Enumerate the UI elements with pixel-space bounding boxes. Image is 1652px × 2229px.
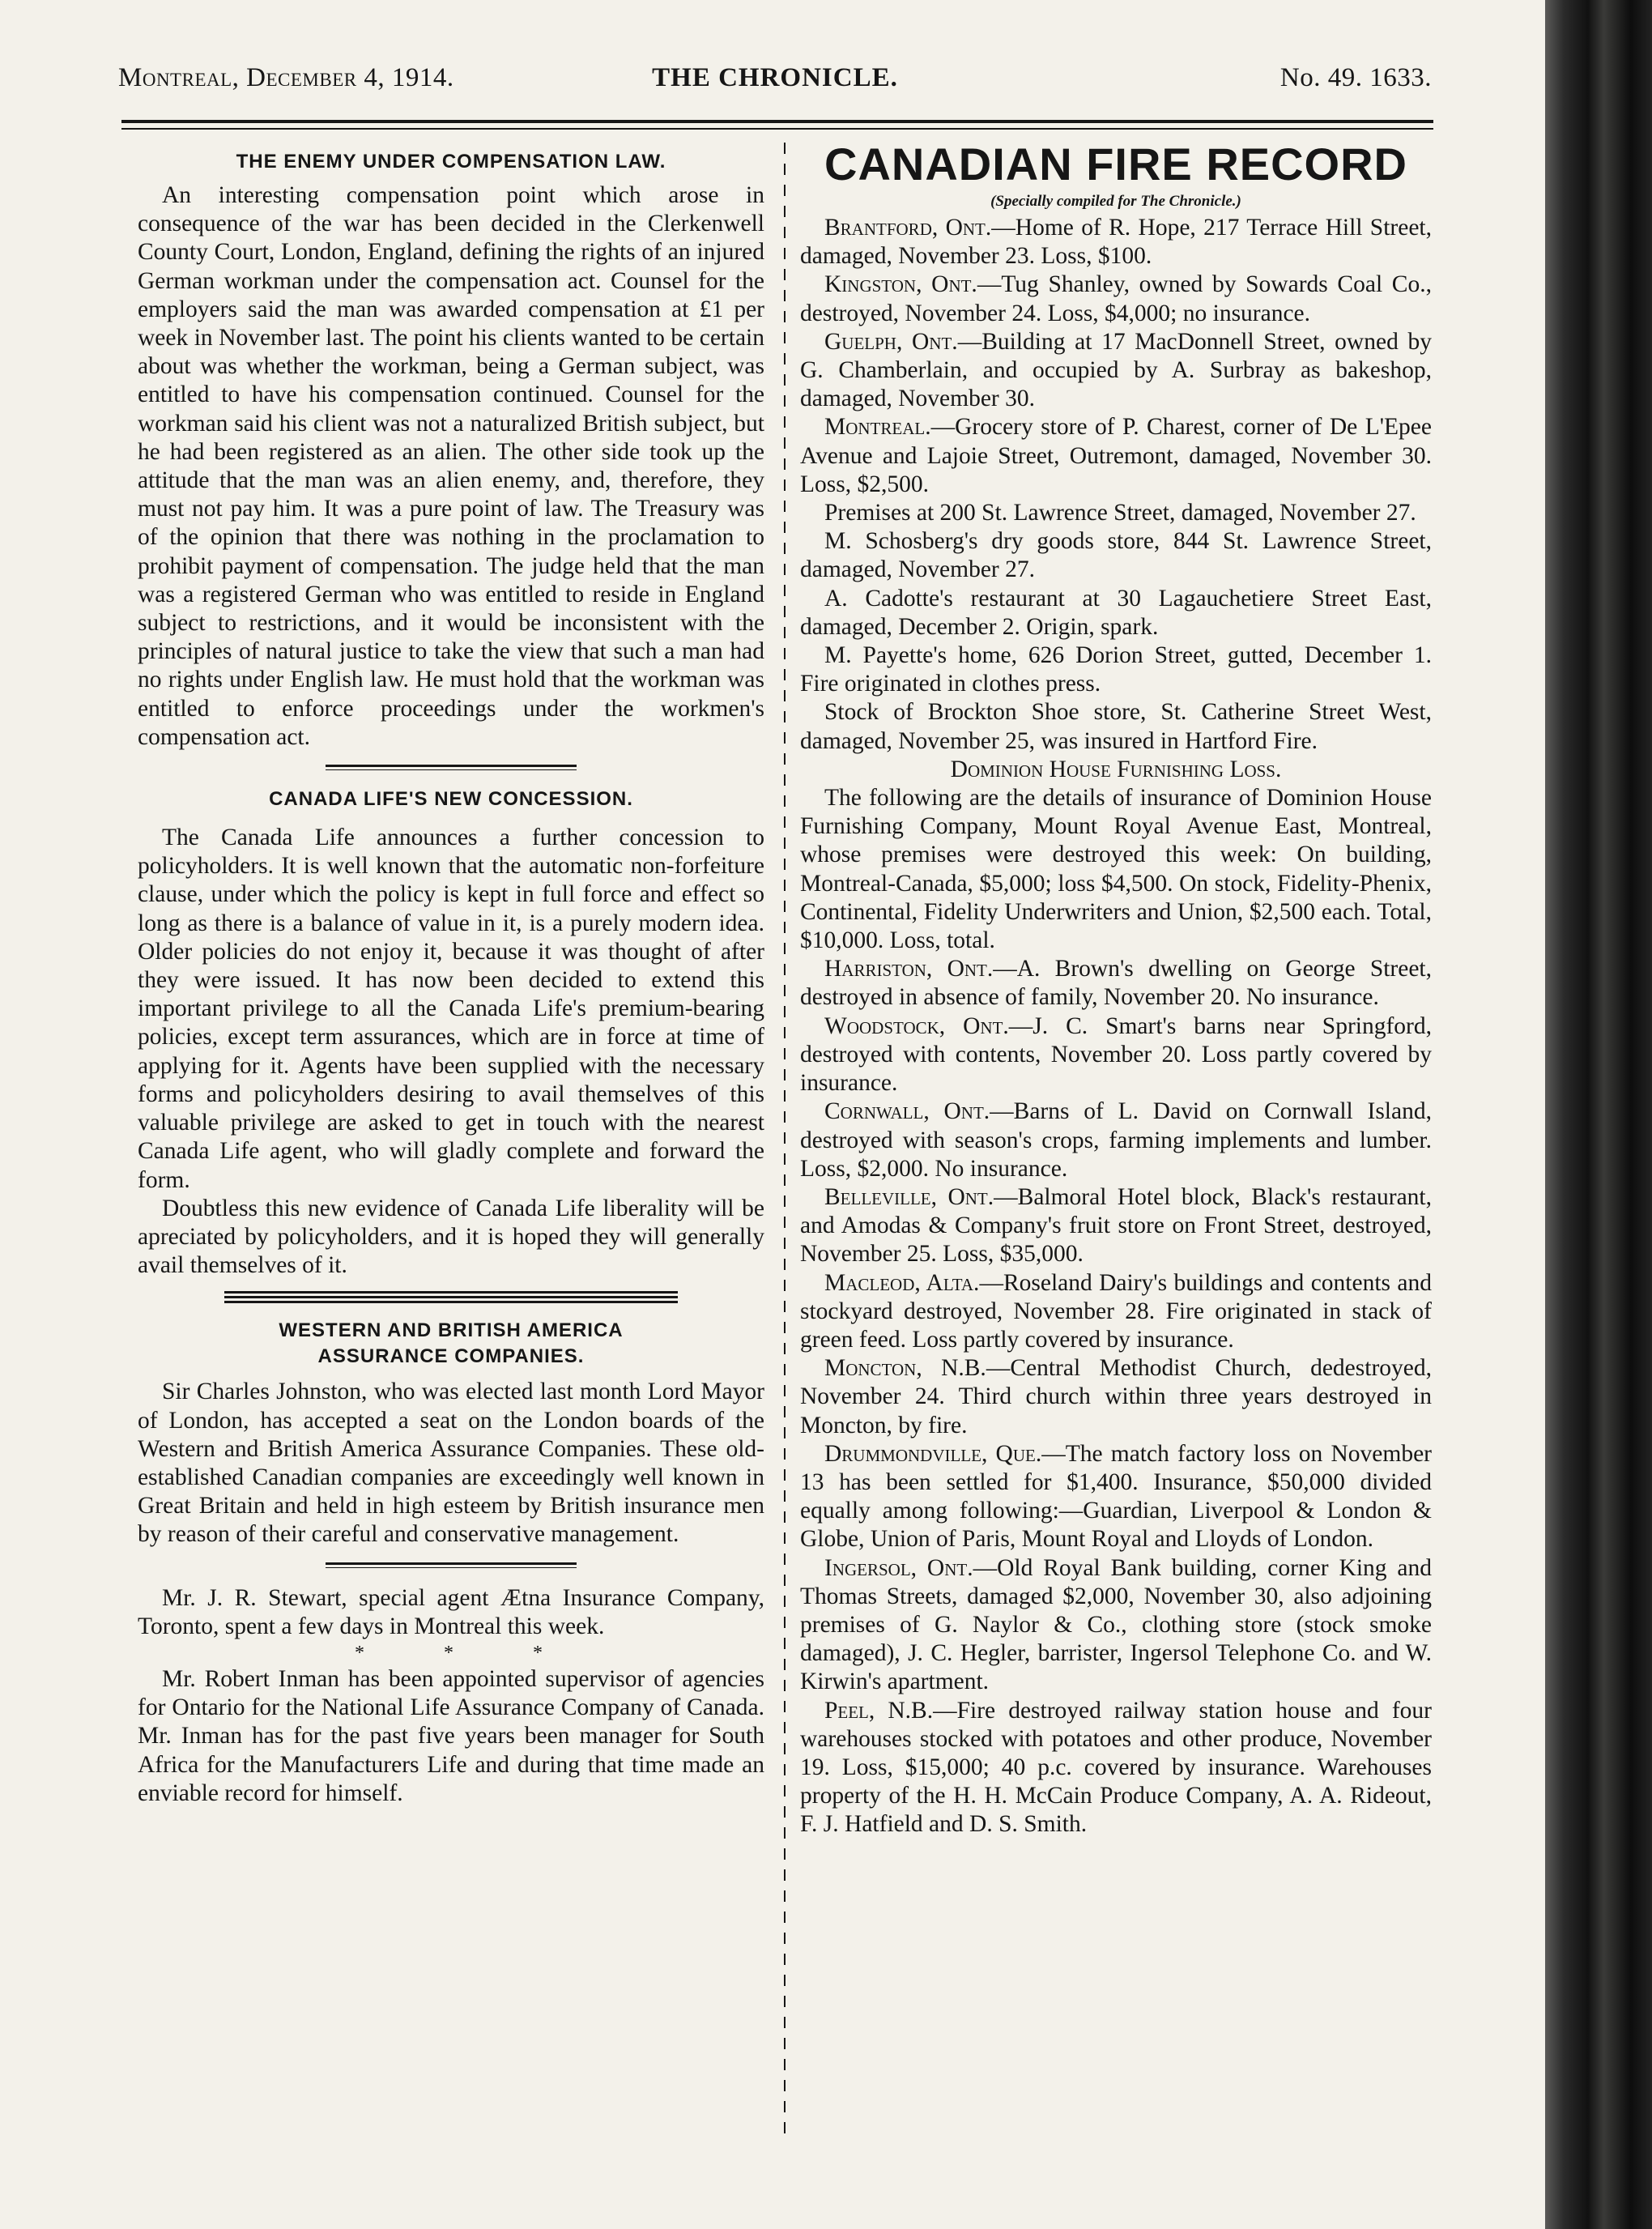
- book-spine: [1545, 0, 1652, 2229]
- fire-entry: Peel, N.B.—Fire destroyed railway station house and four warehouses stocked with potatoes and other produce, November 19. Loss, $15,000; 40 p.c. covered by insurance. Warehouses property of the H. H. McCain Produce Company, A. A. Rideout, F. J. Hatfield and D. S. Smith.: [800, 1697, 1433, 1838]
- fire-entry: Ingersol, Ont.—Old Royal Bank building, corner King and Thomas Streets, damaged $2,000, November 30, also adjoining premises of G. Naylor & Co., clothing store (stock smoke damaged), J. C. Hegler, barrister, Ingersol Telephone Co. and W. Kirwin's apartment.: [800, 1554, 1432, 1695]
- fire-entry: Harriston, Ont.—A. Brown's dwelling on George Street, destroyed in absence of family, November 20. No insurance.: [800, 956, 1433, 1011]
- header-rule-thin: [121, 128, 1433, 130]
- note-inman: Mr. Robert Inman has been appointed supervisor of agencies for Ontario for the National Life Assurance Company of Canada. Mr. Inman has for the past five years been manager for South Africa for the Manufacturers Life and during that time made an enviable record for himself.: [138, 1665, 764, 1806]
- note-stewart: Mr. J. R. Stewart, special agent Ætna Insurance Company, Toronto, spent a few days in Montreal this week.: [138, 1584, 764, 1639]
- fire-entry: Premises at 200 St. Lawrence Street, damaged, November 27.: [824, 500, 1416, 526]
- article-body-canada-life-p1: The Canada Life announces a further concession to policyholders. It is well known that the automatic non-forfeiture clause, under which the policy is kept in full force and effect so long as there is a balance of value in it, is a purely modern idea. Older policies do not enjoy it, because it was thought of after they were issued. It has now been decided to extend this important privilege to all the Canada Life's premium-bearing policies, except term assurances, which are in force at time of applying for it. Agents have been supplied with the necessary forms and policyholders desiring to avail themselves of this valuable privilege are asked to get in touch with the nearest Canada Life agent, who will gladly complete and forward the form.: [138, 825, 764, 1193]
- header-publication-title: THE CHRONICLE.: [652, 63, 898, 92]
- article-heading-western-british-line2: ASSURANCE COMPANIES.: [317, 1345, 585, 1368]
- dominion-loss-details: The following are the details of insurance of Dominion House Furnishing Company, Mount Royal Avenue East, Montreal, whose premises were destroyed this week: On building, Montreal-Canada, $5,000; loss $4,500. On stock, Fidelity-Phenix, Continental, Fidelity Underwriters and Union, $2,500 each. Total, $10,000. Loss, total.: [800, 785, 1432, 954]
- fire-entry: M. Schosberg's dry goods store, 844 St. Lawrence Street, damaged, November 27.: [800, 528, 1432, 583]
- column-divider: [784, 143, 786, 2143]
- fire-entry: Guelph, Ont.—Building at 17 MacDonnell Street, owned by G. Chamberlain, and occupied by A. Surbray as bakeshop, damaged, November 30.: [800, 328, 1432, 412]
- dominion-loss-heading: Dominion House Furnishing Loss.: [950, 756, 1282, 782]
- fire-entries-list-continued: [800, 955, 1432, 1839]
- article-body-enemy-compensation: An interesting compensation point which arose in consequence of the war has been decided in the Clerkenwell County Court, London, England, defining the rights of an injured German workman under the compensation act. Counsel for the employers said the man was awarded compensation at £1 per week in November last. The point his clients wanted to be certain about was whether the workman, being a German subject, was entitled to have his compensation continued. Counsel for the workman said his client was not a naturalized British subject, but he had been registered as an alien. The other side took up the attitude that the man was an alien enemy, and, therefore, they must not pay him. It was a pure point of law. The Treasury was of the opinion that there was nothing in the proclamation to prohibit payment of compensation. The judge held that the man was a registered German who was entitled to reside in England subject to restrictions, and it would be inconsistent with the principles of natural justice to take the view that such a man had no rights under English law. He must hold that the workman was entitled to enforce proceedings under the workmen's compensation act.: [138, 182, 764, 750]
- fire-entry: Cornwall, Ont.—Barns of L. David on Cornwall Island, destroyed with season's crops, farming implements and lumber. Loss, $2,000. No insurance.: [800, 1098, 1432, 1182]
- fire-entry: Stock of Brockton Shoe store, St. Catherine Street West, damaged, November 25, was insured in Hartford Fire.: [800, 699, 1432, 754]
- header-rule: [121, 120, 1433, 123]
- header-dateline: Montreal, December 4, 1914.: [118, 63, 454, 92]
- header-issue-page: No. 49. 1633.: [1279, 63, 1432, 92]
- fire-entry: M. Payette's home, 626 Dorion Street, gutted, December 1. Fire originated in clothes press.: [800, 642, 1432, 697]
- article-heading-enemy-compensation: THE ENEMY UNDER COMPENSATION LAW.: [236, 151, 666, 173]
- fire-entry: Macleod, Alta.—Roseland Dairy's buildings and contents and stockyard destroyed, November 28. Fire originated in stack of green feed. Loss partly covered by insurance.: [800, 1269, 1432, 1353]
- fire-entry: Drummondville, Que.—The match factory loss on November 13 has been settled for $1,400. Insurance, $50,000 divided equally among following:—Guardian, Liverpool & London & Globe, Union of Paris, Mount Royal and Lloyds of London.: [800, 1440, 1433, 1553]
- right-column: [800, 139, 1433, 1839]
- article-body-western-british: Sir Charles Johnston, who was elected last month Lord Mayor of London, has accepted a seat on the London boards of the Western and British America Assurance Companies. These old-established Canadian companies are exceedingly well known in Great Britain and held in high esteem by British insurance men by reason of their careful and conservative management.: [138, 1379, 764, 1548]
- fire-entry: Brantford, Ont.—Home of R. Hope, 217 Terrace Hill Street, damaged, November 23. Loss, $100.: [800, 215, 1432, 270]
- fire-entry: Kingston, Ont.—Tug Shanley, owned by Sowards Coal Co., destroyed, November 24. Loss, $4,000; no insurance.: [800, 271, 1432, 326]
- fire-entry: A. Cadotte's restaurant at 30 Lagauchetiere Street East, damaged, December 2. Origin, spark.: [800, 585, 1432, 640]
- left-column: [138, 143, 764, 1808]
- page-header: [118, 63, 1432, 104]
- note-separator-stars: * * *: [355, 1642, 580, 1664]
- article-heading-western-british-line1: WESTERN AND BRITISH AMERICA: [279, 1319, 624, 1342]
- fire-entry: Montreal.—Grocery store of P. Charest, corner of De L'Epee Avenue and Lajoie Street, Outremont, damaged, November 30. Loss, $2,500.: [800, 414, 1432, 497]
- fire-record-title: CANADIAN FIRE RECORD: [824, 139, 1407, 190]
- fire-record-subtitle: (Specially compiled for The Chronicle.): [990, 193, 1241, 210]
- section-rule: [326, 1562, 577, 1568]
- fire-entry: Woodstock, Ont.—J. C. Smart's barns near Springford, destroyed with contents, November 20. Loss partly covered by insurance.: [800, 1012, 1432, 1097]
- section-rule-double: [224, 1291, 678, 1303]
- fire-entry: Moncton, N.B.—Central Methodist Church, dedestroyed, November 24. Third church within three years destroyed in Moncton, by fire.: [800, 1355, 1432, 1438]
- fire-entry: Belleville, Ont.—Balmoral Hotel block, Black's restaurant, and Amodas & Company's fruit store on Front Street, destroyed, November 25. Loss, $35,000.: [800, 1183, 1432, 1268]
- article-body-canada-life-p2: Doubtless this new evidence of Canada Life liberality will be apreciated by policyholders, and it is hoped they will generally avail themselves of it.: [138, 1195, 764, 1279]
- fire-entries-list: [800, 214, 1432, 756]
- article-heading-canada-life: CANADA LIFE'S NEW CONCESSION.: [269, 788, 633, 811]
- section-rule: [326, 765, 577, 770]
